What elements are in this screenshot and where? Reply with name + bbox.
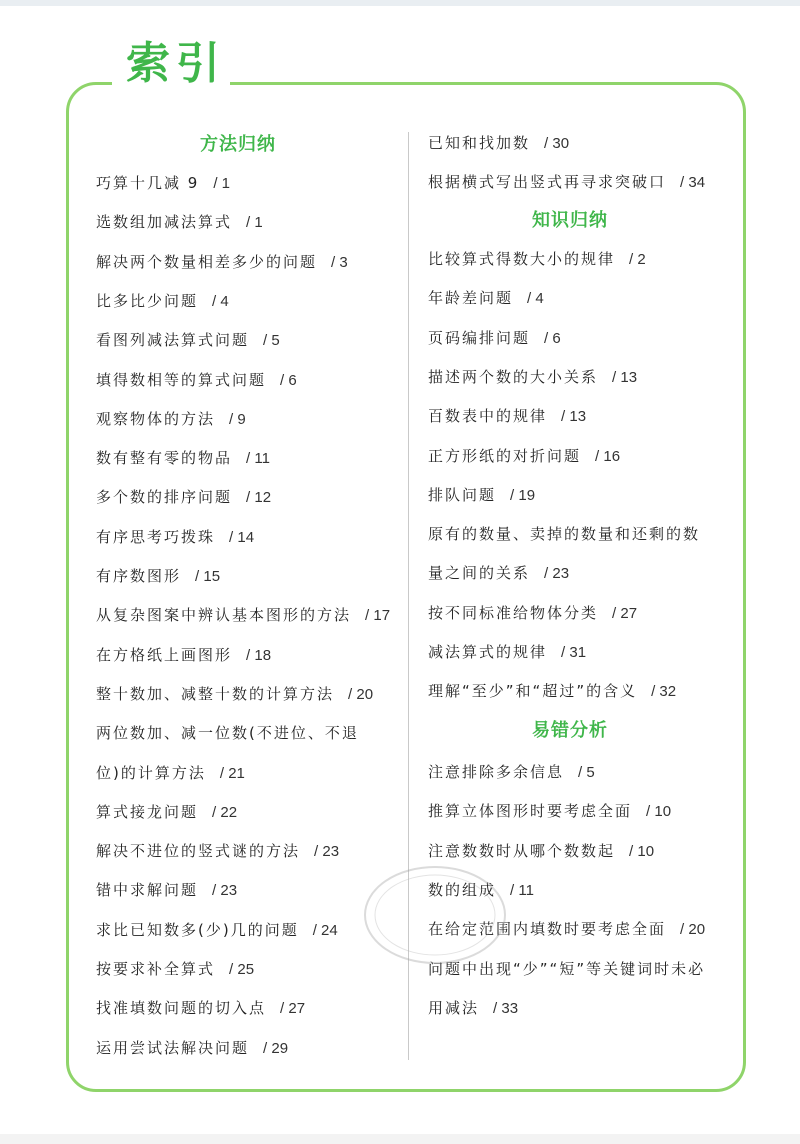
entry-text: 描述两个数的大小关系 bbox=[428, 367, 599, 386]
index-entry[interactable] bbox=[96, 451, 270, 466]
index-entry[interactable] bbox=[428, 804, 671, 819]
entry-text: 比较算式得数大小的规律 bbox=[428, 250, 616, 268]
top-scan-strip bbox=[0, 0, 800, 6]
entry-page-number: / 24 bbox=[312, 921, 338, 939]
entry-page-number: / 1 bbox=[213, 175, 230, 192]
index-entry[interactable] bbox=[428, 409, 586, 424]
index-entry[interactable] bbox=[428, 684, 676, 699]
entry-page-number: / 17 bbox=[365, 607, 391, 625]
index-entry[interactable] bbox=[428, 603, 638, 622]
entry-text: 有序数图形 bbox=[96, 567, 182, 585]
index-entry[interactable] bbox=[96, 527, 255, 546]
entry-text: 观察物体的方法 bbox=[96, 409, 216, 428]
index-entry[interactable] bbox=[96, 962, 254, 977]
entry-text: 比多比少问题 bbox=[96, 291, 199, 310]
index-entry[interactable] bbox=[96, 490, 271, 505]
section-heading: 方法归纳 bbox=[200, 134, 276, 155]
index-entry[interactable] bbox=[96, 920, 338, 939]
entry-text: 注意数数时从哪个数数起 bbox=[428, 841, 616, 860]
page-title: 索引 bbox=[126, 38, 226, 89]
entry-page-number: / 10 bbox=[629, 842, 655, 860]
entry-page-number: / 6 bbox=[280, 371, 297, 389]
entry-page-number: / 27 bbox=[280, 1000, 306, 1018]
entry-page-number: / 23 bbox=[544, 565, 570, 583]
entry-text: 运用尝试法解决问题 bbox=[96, 1038, 250, 1057]
entry-page-number: / 12 bbox=[246, 489, 272, 507]
entry-page-number: / 13 bbox=[561, 408, 587, 426]
index-entry[interactable] bbox=[96, 684, 374, 703]
entry-text: 正方形纸的对折问题 bbox=[428, 446, 582, 465]
index-entry[interactable] bbox=[96, 409, 246, 428]
index-entry[interactable] bbox=[96, 252, 348, 271]
entry-text: 推算立体图形时要考虑全面 bbox=[428, 802, 633, 821]
entry-text: 按要求补全算式 bbox=[96, 960, 216, 978]
index-entry[interactable] bbox=[96, 844, 339, 859]
entry-page-number: / 4 bbox=[527, 290, 544, 308]
bottom-scan-strip bbox=[0, 1134, 800, 1144]
entry-page-number: / 19 bbox=[510, 486, 536, 504]
entry-text: 用减法 bbox=[428, 998, 480, 1017]
entry-page-number: / 22 bbox=[212, 803, 238, 821]
index-entry[interactable] bbox=[428, 566, 569, 581]
index-entry[interactable] bbox=[96, 370, 297, 389]
seal-stamp-icon bbox=[360, 860, 510, 970]
entry-page-number: / 4 bbox=[212, 292, 229, 310]
index-entry[interactable] bbox=[96, 883, 237, 898]
index-entry[interactable] bbox=[96, 215, 263, 230]
entry-page-number: / 21 bbox=[219, 764, 245, 782]
entry-text: 年龄差问题 bbox=[428, 289, 514, 308]
entry-text: 百数表中的规律 bbox=[428, 407, 548, 426]
index-entry[interactable] bbox=[428, 841, 655, 860]
entry-page-number: / 23 bbox=[212, 882, 238, 900]
entry-text: 找准填数问题的切入点 bbox=[96, 999, 267, 1018]
entry-page-number: / 27 bbox=[612, 604, 638, 622]
entry-text: 两位数加、减一位数(不进位、不退 bbox=[96, 724, 359, 743]
entry-text: 在方格纸上画图形 bbox=[96, 645, 233, 664]
entry-text: 数有整有零的物品 bbox=[96, 449, 233, 468]
entry-text: 填得数相等的算式问题 bbox=[96, 370, 267, 389]
entry-page-number: / 3 bbox=[331, 253, 348, 271]
entry-text: 解决不进位的竖式谜的方法 bbox=[96, 842, 301, 861]
entry-page-number: / 16 bbox=[595, 447, 621, 465]
entry-text: 选数组加减法算式 bbox=[96, 213, 233, 232]
entry-text: 页码编排问题 bbox=[428, 328, 531, 347]
index-entry[interactable] bbox=[96, 608, 390, 623]
entry-page-number: / 15 bbox=[195, 568, 221, 585]
entry-text: 巧算十几减 9 bbox=[96, 174, 200, 192]
entry-page-number: / 11 bbox=[510, 881, 534, 899]
index-entry[interactable] bbox=[428, 527, 700, 542]
entry-page-number: / 20 bbox=[348, 685, 374, 703]
entry-page-number: / 20 bbox=[680, 921, 706, 939]
entry-page-number: / 34 bbox=[680, 174, 706, 192]
entry-page-number: / 14 bbox=[229, 528, 255, 546]
entry-text: 求比已知数多(少)几的问题 bbox=[96, 920, 299, 939]
index-entry[interactable] bbox=[96, 1038, 289, 1057]
entry-text: 解决两个数量相差多少的问题 bbox=[96, 252, 318, 271]
entry-text: 注意排除多余信息 bbox=[428, 763, 565, 781]
entry-page-number: / 10 bbox=[646, 803, 672, 821]
entry-text: 多个数的排序问题 bbox=[96, 488, 233, 507]
index-entry[interactable] bbox=[428, 485, 536, 504]
entry-page-number: / 5 bbox=[263, 332, 280, 350]
index-entry[interactable] bbox=[428, 252, 646, 267]
index-entry[interactable] bbox=[96, 333, 280, 348]
index-entry[interactable] bbox=[428, 765, 595, 780]
entry-text: 有序思考巧拨珠 bbox=[96, 527, 216, 546]
entry-page-number: / 5 bbox=[578, 764, 595, 781]
entry-text: 减法算式的规律 bbox=[428, 643, 548, 661]
entry-page-number: / 30 bbox=[544, 135, 570, 152]
section-heading: 易错分析 bbox=[532, 720, 608, 741]
entry-text: 已知和找加数 bbox=[428, 134, 531, 152]
entry-page-number: / 2 bbox=[629, 251, 646, 268]
index-entry[interactable] bbox=[96, 1001, 305, 1016]
index-entry[interactable] bbox=[428, 998, 519, 1017]
entry-page-number: / 32 bbox=[651, 683, 677, 701]
entry-text: 从复杂图案中辨认基本图形的方法 bbox=[96, 606, 352, 625]
index-entry[interactable] bbox=[428, 291, 544, 306]
entry-text: 理解“至少”和“超过”的含义 bbox=[428, 682, 638, 701]
entry-page-number: / 29 bbox=[263, 1039, 289, 1057]
entry-page-number: / 13 bbox=[612, 368, 638, 386]
entry-text: 在给定范围内填数时要考虑全面 bbox=[428, 920, 667, 939]
entry-text: 根据横式写出竖式再寻求突破口 bbox=[428, 173, 667, 192]
index-entry[interactable] bbox=[96, 176, 230, 191]
index-entry[interactable] bbox=[428, 328, 561, 347]
entry-text: 排队问题 bbox=[428, 485, 497, 504]
index-entry[interactable] bbox=[96, 763, 245, 782]
entry-text: 错中求解问题 bbox=[96, 881, 199, 900]
entry-text: 看图列减法算式问题 bbox=[96, 331, 250, 350]
index-entry[interactable] bbox=[96, 645, 272, 664]
index-entry[interactable] bbox=[428, 175, 705, 190]
entry-text: 量之间的关系 bbox=[428, 564, 531, 583]
entry-page-number: / 33 bbox=[493, 999, 519, 1017]
entry-page-number: / 11 bbox=[246, 450, 270, 468]
entry-text: 按不同标准给物体分类 bbox=[428, 603, 599, 622]
entry-text: 算式接龙问题 bbox=[96, 802, 199, 821]
entry-page-number: / 23 bbox=[314, 843, 340, 861]
entry-text: 数的组成 bbox=[428, 880, 497, 899]
index-entry[interactable] bbox=[428, 645, 586, 660]
entry-page-number: / 9 bbox=[229, 410, 246, 428]
entry-page-number: / 6 bbox=[544, 329, 561, 347]
entry-page-number: / 25 bbox=[229, 961, 255, 978]
index-entry[interactable] bbox=[428, 136, 569, 151]
entry-page-number: / 1 bbox=[246, 214, 263, 232]
index-entry[interactable] bbox=[428, 446, 621, 465]
section-heading: 知识归纳 bbox=[532, 210, 608, 231]
entry-text: 问题中出现“少”“短”等关键词时未必 bbox=[428, 959, 706, 978]
entry-page-number: / 18 bbox=[246, 646, 272, 664]
entry-text: 整十数加、减整十数的计算方法 bbox=[96, 684, 335, 703]
index-entry[interactable] bbox=[96, 569, 220, 584]
index-entry[interactable] bbox=[96, 802, 238, 821]
index-entry[interactable] bbox=[96, 726, 359, 741]
entry-text: 原有的数量、卖掉的数量和还剩的数 bbox=[428, 525, 701, 544]
index-entry[interactable] bbox=[96, 291, 229, 310]
index-entry[interactable] bbox=[428, 367, 638, 386]
entry-page-number: / 31 bbox=[561, 644, 587, 661]
entry-text: 位)的计算方法 bbox=[96, 763, 206, 782]
